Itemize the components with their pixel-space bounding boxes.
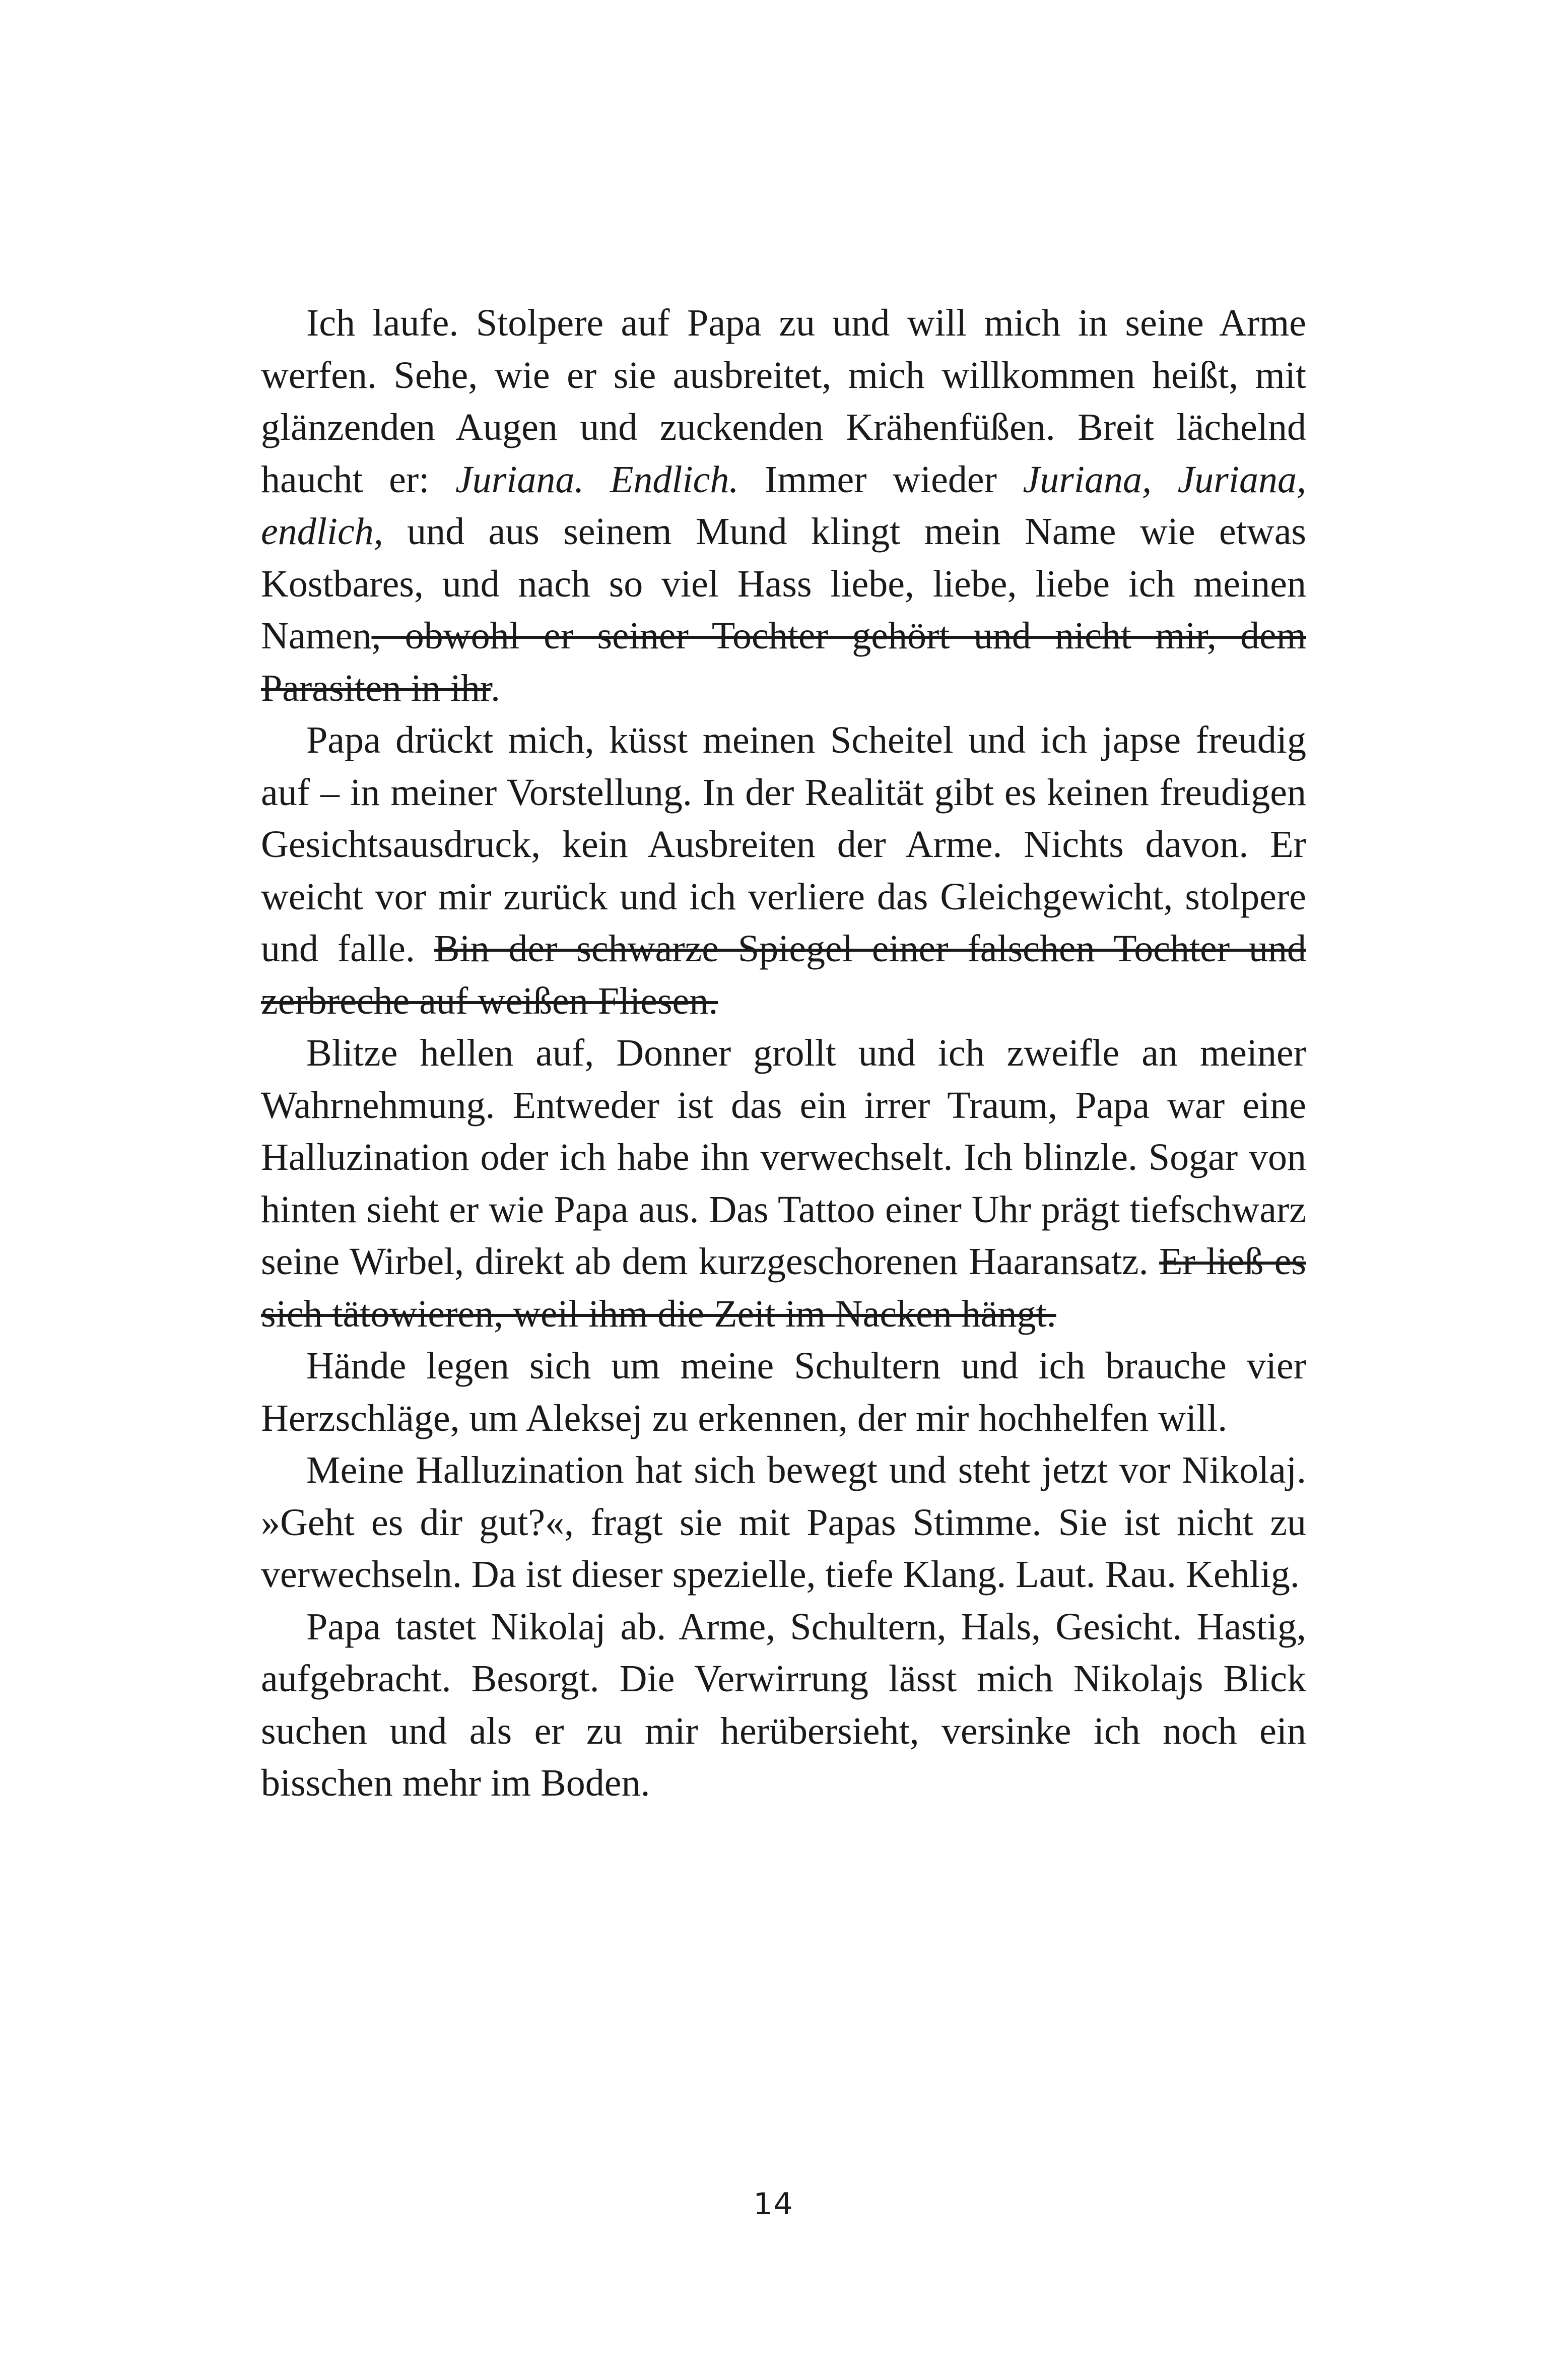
italic-segment: Juriana. Endlich. xyxy=(455,458,739,501)
text-segment: Ich laufe. Stolpere auf Papa zu und will mich in seine Arme werfen. Sehe, wie er sie ausbreitet, mich willkommen heißt, mit glänzenden Augen und zuckenden Krähenfüßen. Breit lächelnd haucht er: xyxy=(261,302,1306,501)
page-number: 14 xyxy=(753,2187,794,2222)
text-segment: Meine Halluzination hat sich bewegt und steht jetzt vor Nikolaj. »Geht es dir gut?«, fragt sie mit Papas Stimme. Sie ist nicht zu verwechseln. Da ist dieser spezielle, tiefe Klang. Laut. Rau. Kehlig. xyxy=(261,1449,1306,1596)
body-text xyxy=(261,297,1306,1810)
struck-through-segment: Er ließ es sich tätowieren, weil ihm die Zeit im Nacken hängt. xyxy=(261,1240,1306,1335)
text-segment: . xyxy=(490,667,500,709)
paragraph-4 xyxy=(261,1340,1306,1444)
text-segment: Hände legen sich um meine Schultern und ich brauche vier Herzschläge, um Aleksej zu erkennen, der mir hochhelfen will. xyxy=(261,1345,1306,1439)
struck-through-segment: Bin der schwarze Spiegel einer falschen Tochter und zerbreche auf weißen Fliesen. xyxy=(261,928,1306,1022)
text-segment: Papa tastet Nikolaj ab. Arme, Schultern, Hals, Gesicht. Hastig, aufgebracht. Besorgt. Die Verwirrung lässt mich Nikolajs Blick suchen und als er zu mir herübersieht, versinke ich noch ein bisschen mehr im Boden. xyxy=(261,1605,1306,1804)
paragraph-5 xyxy=(261,1444,1306,1601)
text-segment: Papa drückt mich, küsst meinen Scheitel und ich japse freudig auf – in meiner Vorstellung. In der Realität gibt es keinen freudigen Gesichtsausdruck, kein Ausbreiten der Arme. Nichts davon. Er weicht vor mir zurück und ich verliere das Gleichgewicht, stolpere und falle. xyxy=(261,719,1306,970)
paragraph-3 xyxy=(261,1027,1306,1340)
text-segment: Blitze hellen auf, Donner grollt und ich zweifle an meiner Wahrnehmung. Entweder ist das ein irrer Traum, Papa war eine Halluzination oder ich habe ihn verwechselt. Ich blinzle. Sogar von hinten sieht er wie Papa aus. Das Tattoo einer Uhr prägt tiefschwarz seine Wirbel, direkt ab dem kurzgeschorenen Haaransatz. xyxy=(261,1032,1306,1283)
struck-through-segment: , obwohl er seiner Tochter gehört und nicht mir, dem Parasiten in ihr xyxy=(261,615,1306,709)
paragraph-1 xyxy=(261,297,1306,714)
italic-segment: Juriana, Juriana, endlich, xyxy=(261,458,1306,553)
paragraph-2 xyxy=(261,714,1306,1027)
text-segment: und aus seinem Mund klingt mein Name wie etwas Kostbares, und nach so viel Hass liebe, liebe, liebe ich meinen Namen xyxy=(261,510,1306,657)
paragraph-6 xyxy=(261,1601,1306,1810)
text-segment: Immer wieder xyxy=(738,458,1023,501)
